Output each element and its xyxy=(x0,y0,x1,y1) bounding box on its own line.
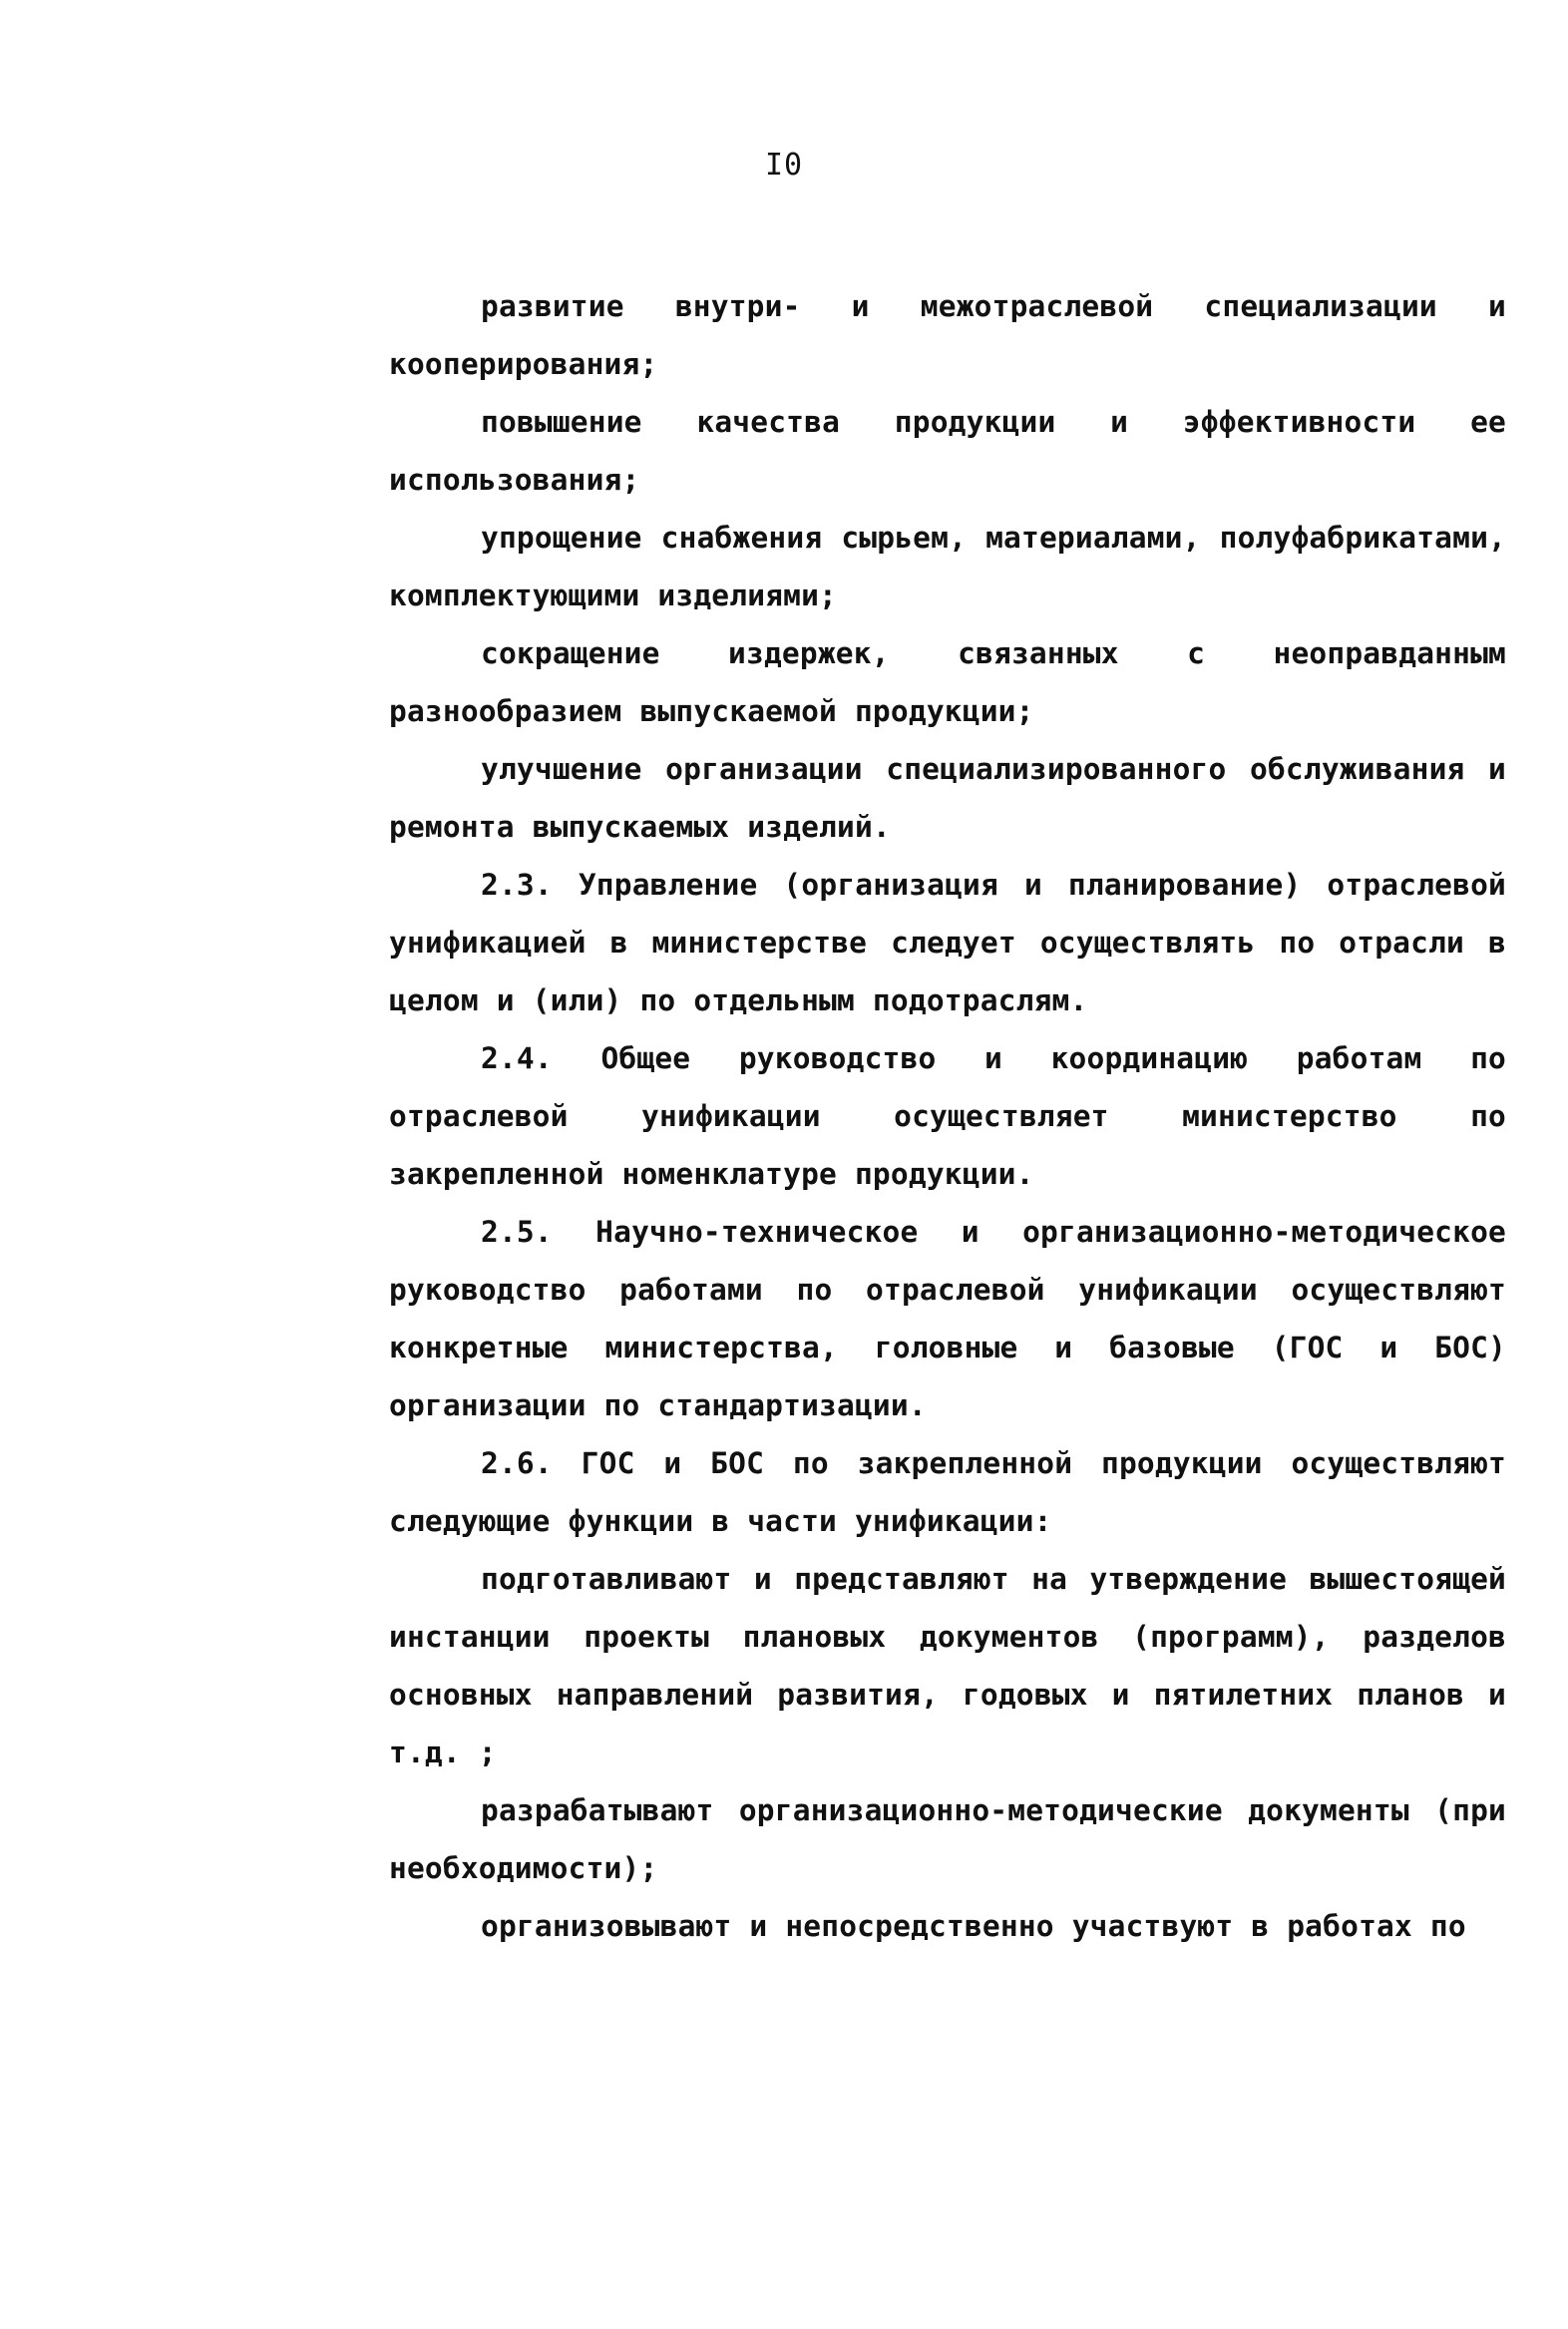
body-text xyxy=(389,277,1506,1955)
section-2-6: 2.6. ГОС и БОС по закрепленной продукции осуществляют следующие функции в части унификации: xyxy=(389,1446,1506,1538)
paragraph: упрощение снабжения сырьем, материалами, полуфабрикатами, комплектующими изделиями; xyxy=(389,521,1506,612)
section-2-4: 2.4. Общее руководство и координацию работам по отраслевой унификации осуществляет министерство по закрепленной номенклатуре продукции. xyxy=(389,1041,1506,1191)
page-number: I0 xyxy=(764,148,804,183)
paragraph: организовывают и непосредственно участвуют в работах по xyxy=(481,1909,1466,1943)
paragraph: повышение качества продукции и эффективности ее использования; xyxy=(389,405,1506,497)
paragraph: разрабатывают организационно-методические документы (при необходимости); xyxy=(389,1793,1506,1885)
paragraph: развитие внутри- и межотраслевой специализации и кооперирования; xyxy=(389,289,1506,381)
paragraph: улучшение организации специализированного обслуживания и ремонта выпускаемых изделий. xyxy=(389,752,1506,844)
paragraph: сокращение издержек, связанных с неоправданным разнообразием выпускаемой продукции; xyxy=(389,636,1506,728)
section-2-5: 2.5. Научно-техническое и организационно-методическое руководство работами по отраслевой унификации осуществляют конкретные министерства, головные и базовые (ГОС и БОС) организации по стандартизации. xyxy=(389,1215,1506,1422)
paragraph: подготавливают и представляют на утверждение вышестоящей инстанции проекты плановых документов (программ), разделов основных направлений развития, годовых и пятилетних планов и т.д. ; xyxy=(389,1562,1506,1769)
section-2-3: 2.3. Управление (организация и планирование) отраслевой унификацией в министерстве следует осуществлять по отрасли в целом и (или) по отдельным подотраслям. xyxy=(389,868,1506,1017)
